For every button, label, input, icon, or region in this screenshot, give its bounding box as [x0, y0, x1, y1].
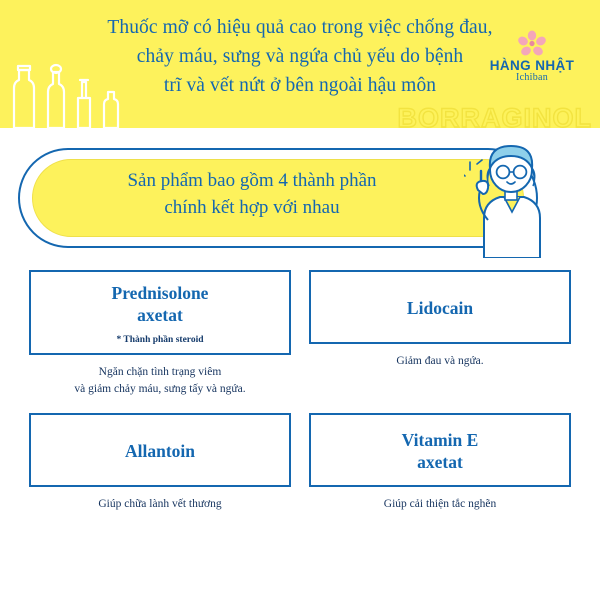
ingredient-name-line-1: Vitamin E: [401, 429, 479, 450]
ingredient-note: * Thành phần steroid: [116, 335, 204, 346]
ingredient-name-line-1: Prednisolone: [111, 283, 209, 303]
ingredient-name-line-2: axetat: [137, 305, 183, 326]
subtitle-line-2: chính kết hợp với nhau: [164, 196, 340, 218]
ingredient-description-line-2: và giảm chảy máu, sưng tấy và ngứa.: [74, 383, 246, 396]
ingredient-description-line-1: Ngăn chặn tình trạng viêm: [98, 366, 222, 379]
page-title-line-2: chảy máu, sưng và ngứa chủ yếu do bệnh: [136, 45, 464, 67]
ingredient-name: [402, 429, 479, 473]
ingredient-description: [309, 496, 571, 513]
brand-watermark: BORRAGINOL: [397, 103, 592, 128]
subtitle-section: [0, 140, 600, 258]
ingredient-description: [309, 353, 571, 370]
subtitle-line-1: Sản phẩm bao gồm 4 thành phần: [127, 170, 377, 191]
ingredient-description-line-1: Giảm đau và ngứa.: [396, 355, 484, 367]
ingredient-description: [29, 496, 291, 513]
ingredient-name: [125, 440, 195, 462]
brand-name: HÀNG NHẬT: [489, 58, 575, 73]
flower-icon: [517, 30, 547, 56]
ingredient-name: [112, 282, 209, 326]
page-title-line-3: trĩ và vết nứt ở bên ngoài hậu môn: [163, 74, 437, 96]
ingredient-column-prednisolone: [29, 270, 291, 399]
ingredient-name: [407, 297, 473, 319]
brand-logo: [478, 30, 586, 83]
header-banner: [0, 0, 600, 128]
ingredients-grid: [20, 270, 580, 513]
subtitle-text: [32, 168, 472, 222]
ingredient-description-line-1: Giúp chữa lành vết thương: [98, 497, 222, 510]
ingredient-name-line-2: axetat: [417, 451, 463, 472]
page-title-line-1: Thuốc mỡ có hiệu quả cao trong việc chống đau,: [107, 17, 493, 38]
ingredient-card: [309, 270, 571, 344]
ingredient-description: [29, 364, 291, 399]
ingredient-column-lidocain: [309, 270, 571, 399]
ingredient-description-line-1: Giúp cải thiện tắc nghẽn: [383, 497, 497, 510]
ingredient-card: [29, 270, 291, 355]
ingredient-card: [29, 413, 291, 487]
ingredient-column-vitamin-e: [309, 413, 571, 513]
ingredient-name-line-1: Lidocain: [406, 297, 474, 318]
ingredient-column-allantoin: [29, 413, 291, 513]
ingredients-row-2: [20, 413, 580, 513]
ingredient-card: [309, 413, 571, 487]
doctor-illustration: [464, 140, 556, 258]
brand-subname: Ichiban: [515, 72, 549, 83]
ingredient-name-line-1: Allantoin: [124, 440, 196, 461]
ingredients-row-1: [20, 270, 580, 399]
